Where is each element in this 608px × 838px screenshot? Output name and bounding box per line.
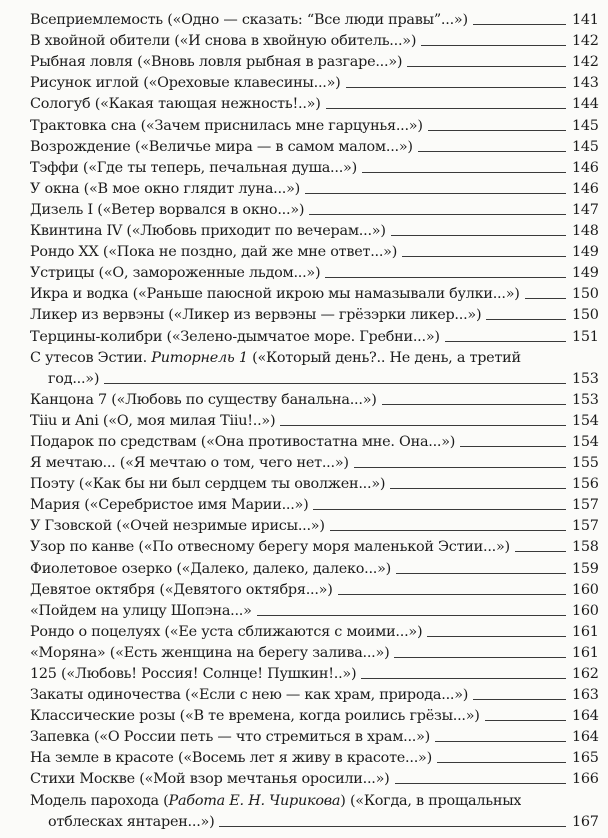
toc-page-number: 151 — [572, 328, 599, 345]
toc-page-number: 145 — [572, 138, 599, 155]
toc-entry-title: Я мечтаю... («Я мечтаю о том, чего нет...») — [30, 455, 349, 472]
toc-entry — [30, 704, 598, 725]
dot-leader — [473, 24, 566, 25]
toc-page-number: 164 — [572, 708, 599, 725]
dot-leader — [396, 573, 566, 574]
toc-entry — [30, 641, 598, 662]
toc-page-number: 148 — [572, 223, 599, 240]
toc-entry — [30, 578, 598, 599]
toc-page-number: 146 — [572, 159, 599, 176]
toc-entry — [30, 156, 598, 177]
toc-entry-title: «Моряна» («Есть женщина на берегу залива...») — [30, 644, 390, 661]
toc-entry — [30, 451, 598, 472]
toc-entry — [30, 198, 598, 219]
toc-page-number: 159 — [572, 560, 599, 577]
toc-entry-continuation — [30, 367, 598, 388]
toc-entry-title: отблесках янтарен...») — [48, 813, 215, 830]
toc-entry-title: Подарок по средствам («Она противостатна мне. Она...») — [30, 433, 456, 450]
dot-leader — [305, 193, 566, 194]
dot-leader — [525, 298, 566, 299]
toc-page-number: 157 — [572, 518, 599, 535]
toc-page-number: 162 — [572, 666, 599, 682]
toc-entry-title-part: («Который день?.. Не день, а третий — [247, 349, 521, 366]
toc-entry-title: Узор по канве («По отвесному берегу моря маленькой Эстии...») — [30, 539, 510, 556]
dot-leader — [486, 319, 566, 320]
dot-leader — [313, 509, 566, 510]
toc-entry-title: Квинтина IV («Любовь приходит по вечерам...») — [30, 223, 386, 240]
toc-entry — [30, 472, 598, 493]
toc-page-number: 143 — [572, 75, 599, 92]
dot-leader — [280, 425, 566, 426]
toc-entry — [30, 514, 598, 535]
toc-page-number: 161 — [572, 623, 599, 640]
dot-leader — [407, 66, 566, 67]
toc-entry-title: Фиолетовое озерко («Далеко, далеко, далеко...») — [30, 560, 392, 577]
dot-leader — [361, 678, 566, 679]
toc-entry-title — [30, 349, 521, 367]
dot-leader — [421, 45, 566, 46]
toc-entry — [30, 662, 598, 683]
toc-entry — [30, 113, 598, 134]
toc-page-number: 150 — [572, 307, 599, 324]
toc-page-number: 165 — [572, 750, 599, 767]
toc-entry — [30, 261, 598, 282]
toc-entry — [30, 493, 598, 514]
toc-entry-title: В хвойной обители («И снова в хвойную обитель...») — [30, 33, 417, 50]
toc-entry-title: Закаты одиночества («Если с нею — как храм, природа...») — [30, 687, 469, 704]
toc-page-number: 164 — [572, 729, 599, 746]
toc-page-number: 147 — [572, 201, 599, 218]
dot-leader — [445, 341, 566, 342]
toc-entry-title: Трактовка сна («Зачем приснилась мне гарцунья...») — [30, 117, 423, 134]
toc-page-number: 141 — [572, 12, 599, 29]
toc-entry-title-part: Модель парохода ( — [30, 792, 169, 809]
toc-entry-title: У Гзовской («Очей незримые ирисы...») — [30, 518, 325, 535]
toc-page-number: 160 — [572, 602, 599, 619]
toc-page-number: 166 — [572, 771, 599, 788]
dot-leader — [418, 151, 566, 152]
dot-leader — [330, 530, 566, 531]
dot-leader — [394, 657, 566, 658]
toc-entry-title-part: С утесов Эстии. — [30, 349, 152, 366]
dot-leader — [473, 699, 566, 700]
toc-page-number: 157 — [572, 497, 599, 514]
dot-leader — [427, 636, 566, 637]
toc-entry-title: год...») — [48, 370, 100, 387]
toc-entry — [30, 240, 598, 261]
toc-entry — [30, 725, 598, 746]
toc-entry-title: На земле в красоте («Восемь лет я живу в красоте...») — [30, 750, 432, 767]
toc-entry-title: Дизель I («Ветер ворвался в окно...») — [30, 201, 305, 218]
toc-page-number: 150 — [572, 286, 599, 303]
toc-page-number: 146 — [572, 180, 599, 197]
toc-page-number: 155 — [572, 455, 599, 472]
toc-page-number: 167 — [572, 813, 599, 830]
toc-entry — [30, 535, 598, 556]
dot-leader — [257, 615, 566, 616]
dot-leader — [428, 130, 566, 131]
toc-entry — [30, 219, 598, 240]
dot-leader — [326, 108, 566, 109]
toc-entry-title: Tiiu и Ani («О, моя милая Tiiu!..») — [30, 412, 276, 429]
toc-entry — [30, 135, 598, 156]
toc-page-number: 160 — [572, 581, 599, 598]
toc-entry — [30, 282, 598, 303]
toc-entry-title: Терцины-колибри («Зелено-дымчатое море. Гребни...») — [30, 328, 440, 345]
toc-entry — [30, 409, 598, 430]
dot-leader — [104, 383, 566, 384]
dot-leader — [390, 488, 566, 489]
toc-entry — [30, 599, 598, 620]
toc-entry-title: Запевка («О России петь — что стремиться в храм...») — [30, 729, 431, 746]
dot-leader — [460, 446, 566, 447]
dot-leader — [219, 826, 566, 827]
dot-leader — [515, 551, 566, 552]
toc-page-number: 154 — [572, 433, 599, 450]
dot-leader — [346, 87, 566, 88]
toc-entry-title: Девятое октября («Девятого октября...») — [30, 581, 333, 598]
toc-page-number: 153 — [572, 391, 599, 408]
toc-entry — [30, 346, 598, 367]
toc-entry-title: Возрождение («Величье мира — в самом малом...») — [30, 138, 413, 155]
dot-leader — [402, 256, 566, 257]
toc-entry-title: Рисунок иглой («Ореховые клавесины...») — [30, 75, 341, 92]
toc-entry-title: Ликер из вервэны («Ликер из вервэны — грёзэрки ликер...») — [30, 307, 482, 324]
toc-entry — [30, 50, 598, 71]
toc-page-number: 163 — [572, 687, 599, 704]
toc-entry-title: 125 («Любовь! Россия! Солнце! Пушкин!..») — [30, 666, 357, 682]
toc-page-number: 161 — [572, 644, 599, 661]
toc-entry — [30, 767, 598, 788]
dot-leader — [391, 235, 566, 236]
toc-entry-title: Стихи Москве («Мой взор мечтанья оросили...») — [30, 771, 390, 788]
toc-entry-title: Канцона 7 («Любовь по существу банальна...») — [30, 391, 377, 408]
toc-page-number: 153 — [572, 370, 599, 387]
toc-entry-title: Устрицы («О, замороженные льдом...») — [30, 265, 321, 282]
toc-page-number: 154 — [572, 412, 599, 429]
toc-entry-title: Рыбная ловля («Вновь ловля рыбная в разгаре...») — [30, 54, 403, 71]
toc-entry-title: «Пойдем на улицу Шопэна...» — [30, 602, 252, 619]
toc-entry — [30, 303, 598, 324]
toc-entry — [30, 177, 598, 198]
toc-entry-title: Рондо о поцелуях («Ее уста сближаются с моими...») — [30, 623, 423, 640]
table-of-contents — [30, 8, 598, 831]
dot-leader — [362, 172, 566, 173]
toc-entry-title: Всеприемлемость («Одно — сказать: “Все люди правы”...») — [30, 12, 468, 29]
toc-entry-title — [30, 792, 521, 810]
dot-leader — [382, 404, 566, 405]
dot-leader — [485, 720, 566, 721]
toc-entry — [30, 620, 598, 641]
toc-entry — [30, 29, 598, 50]
toc-entry-title-italic: Работа Е. Н. Чирикова — [168, 792, 341, 809]
toc-entry — [30, 746, 598, 767]
toc-entry — [30, 788, 598, 809]
dot-leader — [354, 467, 566, 468]
toc-entry — [30, 8, 598, 29]
toc-entry-title: Мария («Серебристое имя Марии...») — [30, 497, 309, 514]
toc-entry-title: Поэту («Как бы ни был сердцем ты оволжен...») — [30, 476, 386, 493]
toc-page-number: 156 — [572, 476, 599, 493]
toc-page-number: 149 — [572, 265, 599, 282]
toc-entry-title: У окна («В мое окно глядит луна...») — [30, 180, 301, 197]
dot-leader — [309, 214, 566, 215]
toc-entry-title: Сологуб («Какая тающая нежность!..») — [30, 96, 321, 113]
toc-page-number: 144 — [572, 96, 599, 113]
toc-entry — [30, 92, 598, 113]
toc-entry-title: Классические розы («В те времена, когда роились грёзы...») — [30, 708, 480, 725]
toc-page-number: 145 — [572, 117, 599, 134]
toc-page-number: 158 — [572, 539, 599, 556]
toc-entry-title: Тэффи («Где ты теперь, печальная душа...») — [30, 159, 357, 176]
toc-page-number: 142 — [572, 54, 599, 71]
toc-entry-title: Икра и водка («Раньше паюсной икрою мы намазывали булки...») — [30, 286, 520, 303]
toc-entry-continuation — [30, 810, 598, 831]
dot-leader — [435, 741, 566, 742]
toc-page-number: 149 — [572, 244, 599, 261]
dot-leader — [338, 594, 566, 595]
toc-entry — [30, 556, 598, 577]
toc-entry-title-part: ) («Когда, в прощальных — [340, 792, 522, 809]
dot-leader — [437, 762, 566, 763]
toc-entry — [30, 388, 598, 409]
toc-page-number: 142 — [572, 33, 599, 50]
toc-entry — [30, 430, 598, 451]
dot-leader — [395, 783, 566, 784]
toc-entry-title: Рондо XX («Пока не поздно, дай же мне ответ...») — [30, 244, 398, 261]
toc-entry — [30, 71, 598, 92]
toc-entry-title-italic: Риторнель 1 — [151, 349, 248, 366]
toc-entry — [30, 324, 598, 345]
dot-leader — [325, 277, 566, 278]
toc-entry — [30, 683, 598, 704]
